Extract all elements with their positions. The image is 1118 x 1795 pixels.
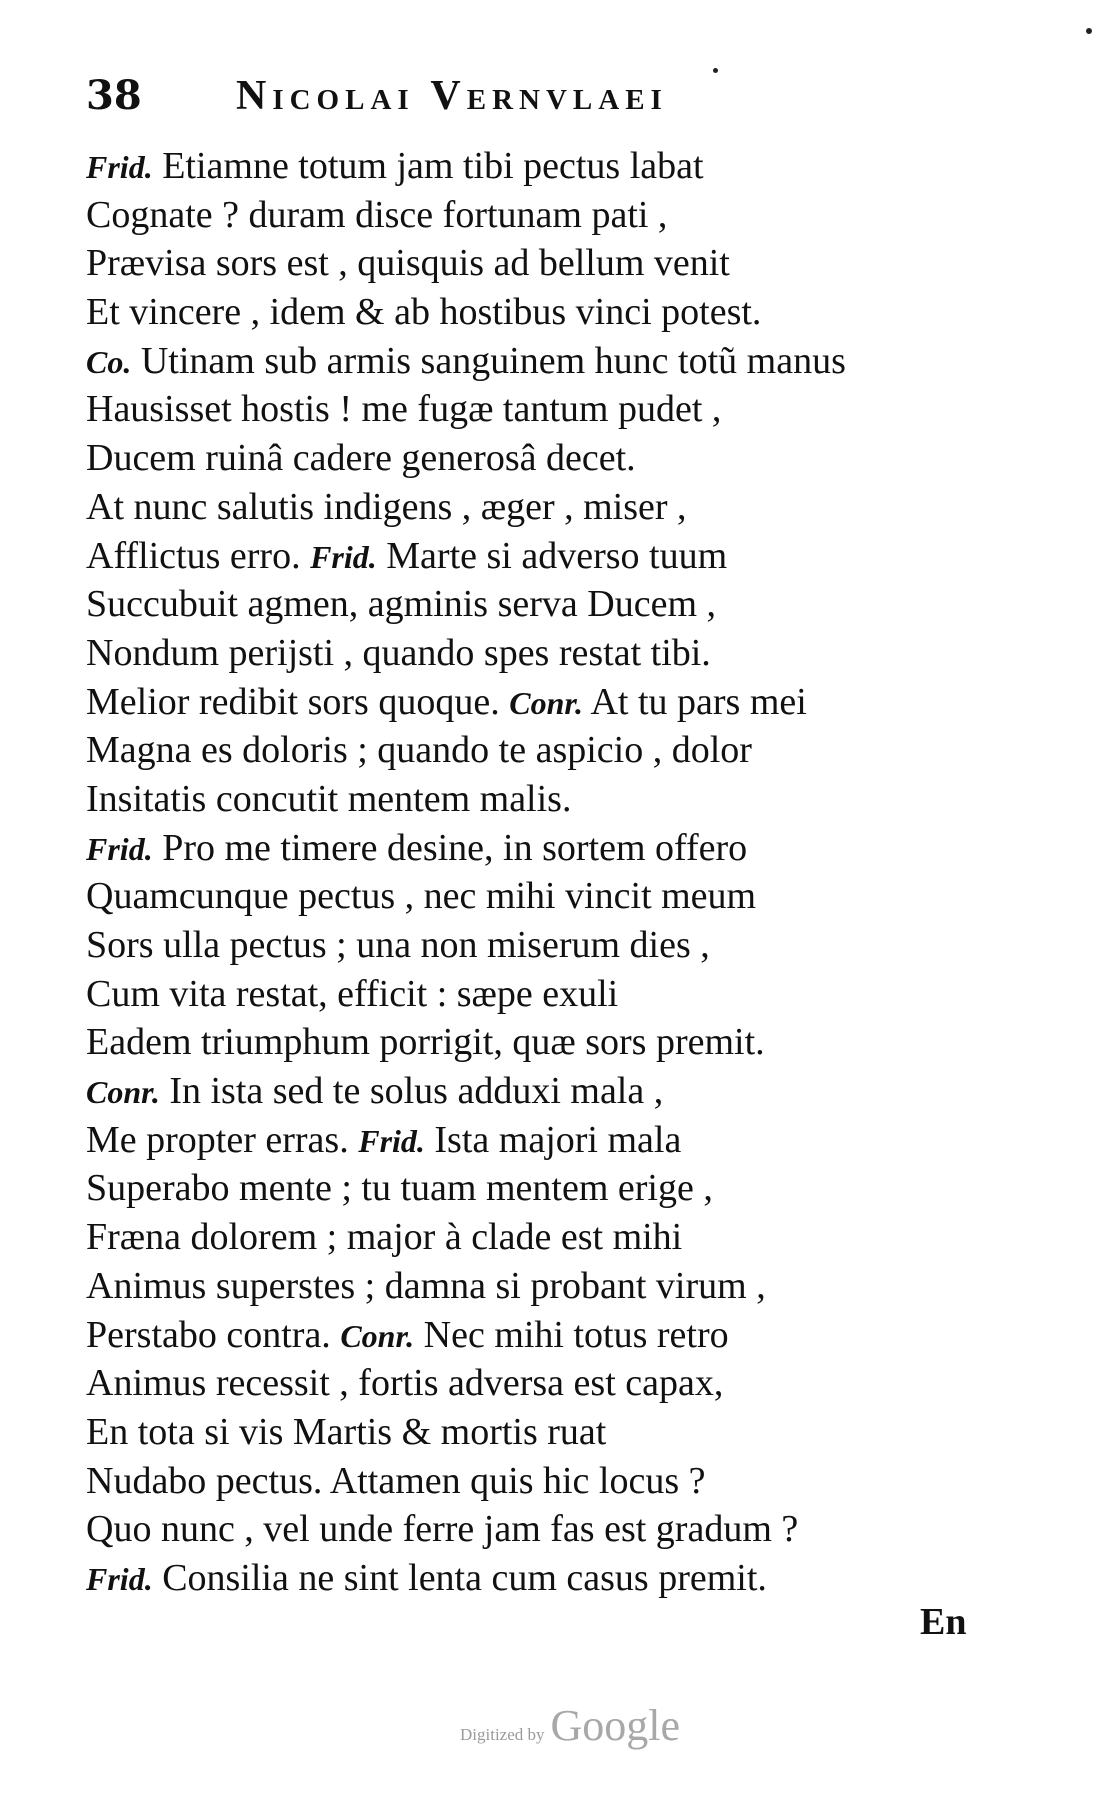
verse-line <box>86 1213 1026 1262</box>
line-text: Consilia ne sint lenta cum casus premit. <box>152 1556 767 1599</box>
line-text: Utinam sub armis sanguinem hunc totũ manus <box>131 339 846 382</box>
speaker-label: Co. <box>86 343 132 380</box>
digitized-by-label: Digitized by <box>460 1725 545 1744</box>
verse-line <box>86 483 1026 532</box>
line-text: Superabo mente ; tu tuam mentem erige , <box>86 1167 713 1210</box>
line-text: Perstabo contra. <box>86 1313 341 1356</box>
speaker-label: Conr. <box>509 684 584 721</box>
speaker-label: Conr. <box>340 1317 415 1354</box>
verse-line <box>86 1457 1026 1506</box>
verse-line <box>86 775 1026 824</box>
line-text: Eadem triumphum porrigit, quæ sors premit. <box>86 1021 765 1064</box>
line-text: Pro me timere desine, in sortem offero <box>152 826 748 869</box>
line-text: Etiamne totum jam tibi pectus labat <box>152 145 704 187</box>
line-text: Animus superstes ; damna si probant virum , <box>86 1264 766 1307</box>
verse-line <box>86 970 1026 1019</box>
line-text: At nunc salutis indigens , æger , miser , <box>86 485 687 528</box>
verse-line <box>86 580 1026 629</box>
verse-line <box>86 1116 1026 1165</box>
verse-line <box>86 191 1026 240</box>
speaker-label: Frid. <box>86 149 153 185</box>
verse-line <box>86 1164 1026 1213</box>
running-head: Nicolai Vernvlaei <box>236 73 668 119</box>
google-logo-text: Google <box>550 1701 681 1750</box>
verse-line <box>86 337 1026 386</box>
verse-line <box>86 434 1026 483</box>
line-text: Cognate ? duram disce fortunam pati , <box>86 193 668 236</box>
line-text: In ista sed te solus adduxi mala , <box>159 1070 664 1113</box>
catchword: En <box>920 1601 967 1643</box>
verse-line <box>86 726 1026 775</box>
line-text: Ducem ruinâ cadere generosâ decet. <box>86 437 636 480</box>
verse-line <box>86 288 1026 337</box>
line-text: Animus recessit , fortis adversa est capax, <box>86 1362 724 1405</box>
speaker-label: Frid. <box>86 830 153 867</box>
verse-line <box>86 239 1026 288</box>
line-text: Cum vita restat, efficit : sæpe exuli <box>86 972 619 1015</box>
line-text: Fræna dolorem ; major à clade est mihi <box>86 1216 683 1259</box>
verse-line <box>86 1554 1026 1603</box>
digitization-watermark <box>460 1700 680 1760</box>
speaker-label: Conr. <box>86 1074 160 1111</box>
verse-line <box>86 532 1026 581</box>
verse-line <box>86 1359 1026 1408</box>
line-text: Nondum perijsti , quando spes restat tibi. <box>86 631 711 674</box>
line-text: Hausisset hostis ! me fugæ tantum pudet , <box>86 388 722 431</box>
verse-text <box>86 142 1026 1603</box>
verse-line <box>86 629 1026 678</box>
line-text: En tota si vis Martis & mortis ruat <box>86 1410 607 1453</box>
line-text: At tu pars mei <box>583 680 807 723</box>
verse-line <box>86 142 1026 191</box>
ink-speck <box>1086 28 1092 34</box>
verse-line <box>86 824 1026 873</box>
speaker-label: Frid. <box>310 538 377 575</box>
line-text: Me propter erras. <box>86 1118 359 1161</box>
line-text: Nec mihi totus retro <box>414 1313 729 1356</box>
line-text: Succubuit agmen, agminis serva Ducem , <box>86 583 717 626</box>
verse-line <box>86 1505 1026 1554</box>
verse-line <box>86 385 1026 434</box>
verse-line <box>86 678 1026 727</box>
verse-line <box>86 1018 1026 1067</box>
line-text: Prævisa sors est , quisquis ad bellum venit <box>86 242 730 285</box>
speaker-label: Frid. <box>358 1122 425 1159</box>
verse-line <box>86 1262 1026 1311</box>
verse-line <box>86 872 1026 921</box>
line-text: Marte si adverso tuum <box>376 534 728 577</box>
line-text: Sors ulla pectus ; una non miserum dies , <box>86 924 710 966</box>
page-number: 38 <box>86 72 142 119</box>
line-text: Melior redibit sors quoque. <box>86 680 510 723</box>
verse-line <box>86 921 1026 970</box>
ink-speck <box>713 68 718 73</box>
line-text: Et vincere , idem & ab hostibus vinci potest. <box>86 291 762 334</box>
line-text: Nudabo pectus. Attamen quis hic locus ? <box>86 1459 706 1502</box>
speaker-label: Frid. <box>86 1560 153 1597</box>
line-text: Magna es doloris ; quando te aspicio , dolor <box>86 729 752 772</box>
page-header <box>86 72 886 132</box>
verse-line <box>86 1067 1026 1116</box>
verse-line <box>86 1311 1026 1360</box>
line-text: Insitatis concutit mentem malis. <box>86 777 572 820</box>
line-text: Quo nunc , vel unde ferre jam fas est gradum ? <box>86 1508 799 1551</box>
line-text: Ista majori mala <box>424 1118 682 1161</box>
line-text: Quamcunque pectus , nec mihi vincit meum <box>86 875 757 918</box>
line-text: Afflictus erro. <box>86 534 311 577</box>
verse-line <box>86 1408 1026 1457</box>
